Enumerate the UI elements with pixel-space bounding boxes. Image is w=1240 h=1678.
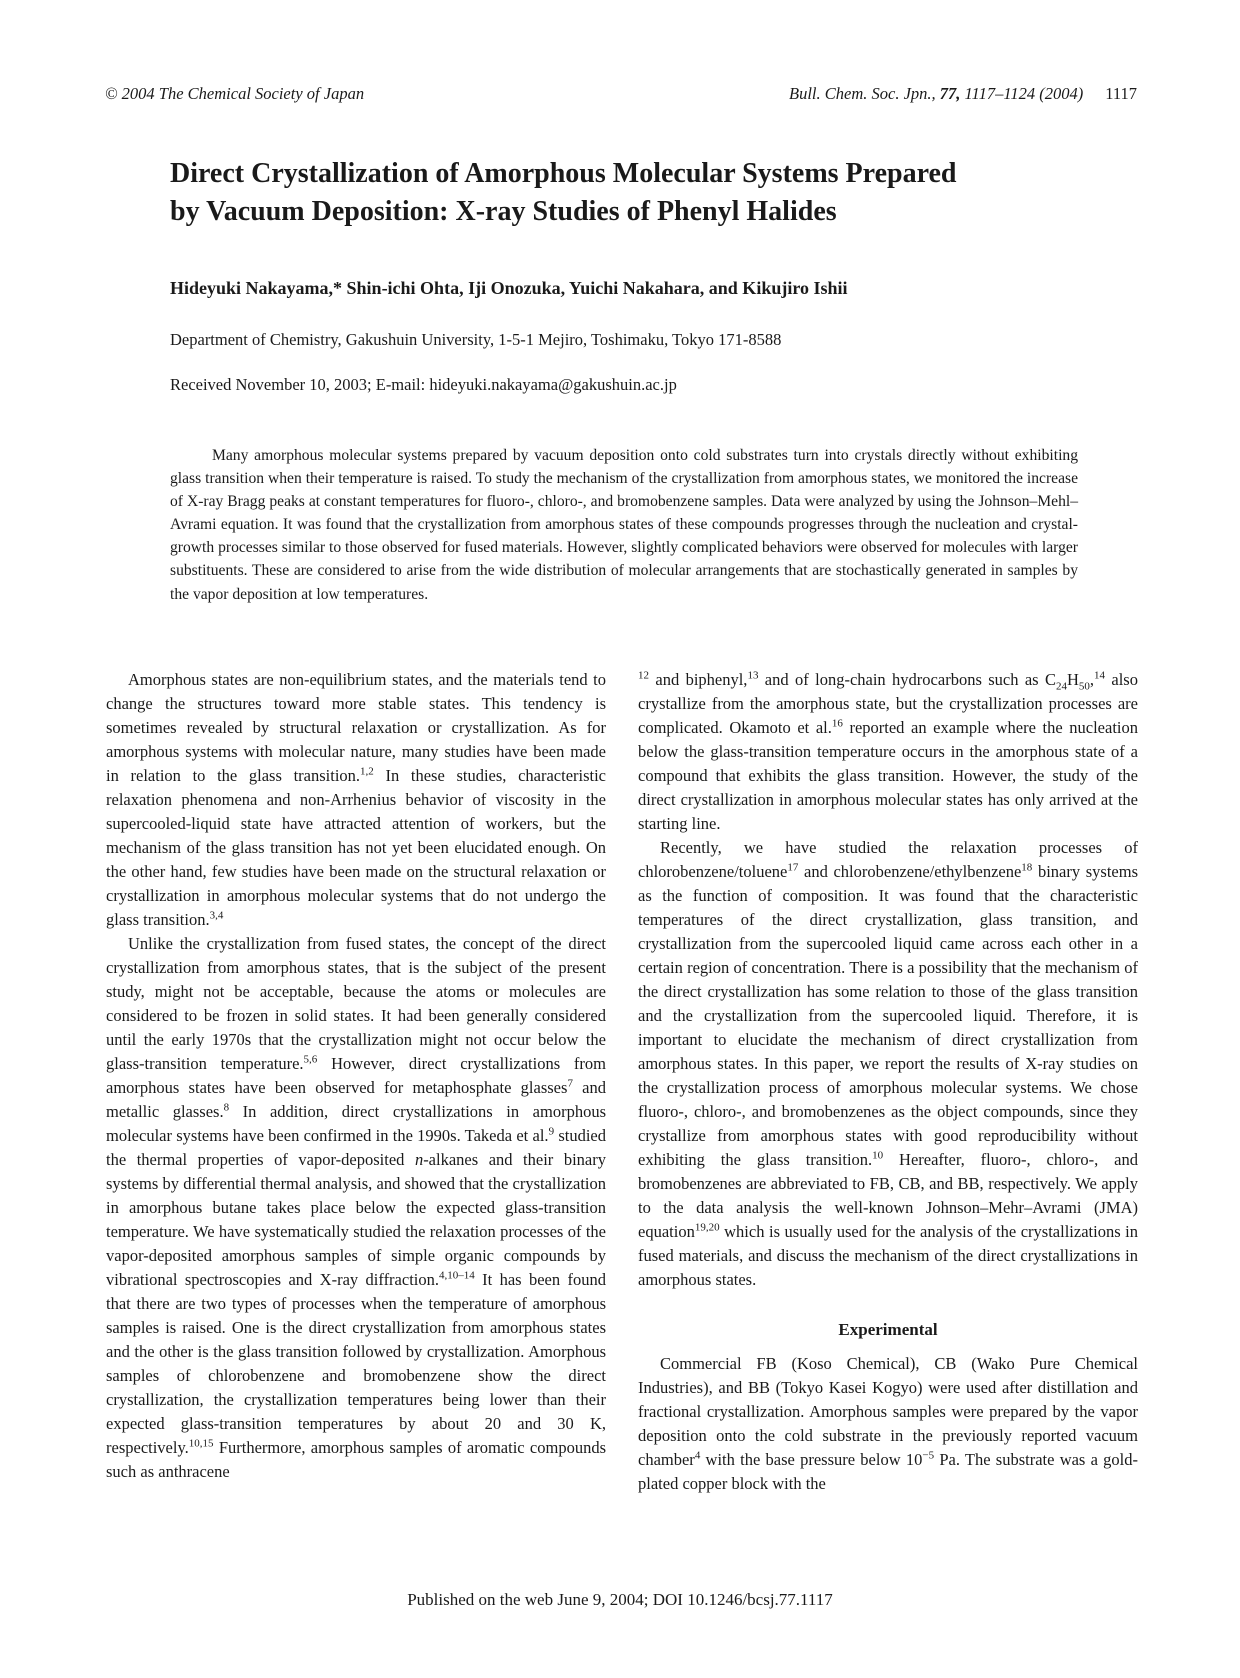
section-heading-experimental: Experimental [838, 1320, 938, 1339]
author-list [170, 278, 848, 299]
journal-name: Bull. Chem. Soc. Jpn., [789, 84, 936, 103]
citation: 4 [694, 1449, 701, 1462]
paragraph-experimental-1: Commercial FB (Koso Chemical), CB (Wako Pure Chemical Industries), and BB (Tokyo Kasei Kogyo) were used after distillation and fractional crystallization. Amorphous samples were prepared by the vapor deposition onto the cold substrate in the previously reported vacuum chamber$^4$ with the base pressure below $10^{-5}$ Pa. The substrate was a gold-plated copper block with the [638, 1354, 1138, 1493]
citation: 4,10–14 [439, 1269, 475, 1282]
citation: 17 [787, 861, 799, 874]
paragraph-intro-2-continued: $^{12}$ and biphenyl,$^{13}$ and of long-chain hydrocarbons such as $C_{24}H_{50},^{14}$ also crystallize from the amorphous state, but the crystallization processes are complicated. Okamoto et al.$^{16}$ reported an example where the nucleation below the glass-transition temperature occurs in the amorphous state of a compound that exhibits the glass transition. However, the study of the direct crystallization in amorphous molecular states has only arrived at the starting line. [638, 669, 1138, 833]
received-line: Received November 10, 2003; E-mail: hideyuki.nakayama@gakushuin.ac.jp [170, 375, 677, 394]
journal-volume: 77, [939, 84, 961, 103]
citation: 10 [872, 1149, 884, 1162]
citation: 5,6 [303, 1053, 318, 1066]
citation: 19,20 [694, 1221, 720, 1234]
citation: 8 [223, 1101, 230, 1114]
exponent: −5 [922, 1449, 935, 1462]
author-first: Hideyuki Nakayama, [170, 278, 334, 298]
subscript: 24 [1055, 680, 1067, 693]
body-column-right [638, 668, 1138, 1496]
page-footer: Published on the web June 9, 2004; DOI 10.1246/bcsj.77.1117 [407, 1590, 833, 1609]
citation: 13 [747, 669, 759, 682]
running-header-copyright: © 2004 The Chemical Society of Japan [105, 84, 365, 103]
citation: 9 [548, 1125, 555, 1138]
citation: 1,2 [360, 765, 374, 778]
citation: 16 [831, 717, 843, 730]
body-column-left [106, 668, 606, 1484]
citation: 10,15 [188, 1437, 214, 1450]
citation: 12 [638, 669, 649, 682]
running-header-citation [789, 84, 1137, 104]
title-line-2: by Vacuum Deposition: X-ray Studies of Phenyl Halides [170, 196, 837, 227]
journal-pages: 1117–1124 (2004) [964, 84, 1084, 103]
paper-title [170, 155, 1070, 231]
title-line-1: Direct Crystallization of Amorphous Molecular Systems Prepared [170, 158, 957, 189]
abstract: Many amorphous molecular systems prepared by vacuum deposition onto cold substrates turn into crystals directly without exhibiting glass transition when their temperature is raised. To study the mechanism of the crystallization from amorphous states, we monitored the increase of X-ray Bragg peaks at constant temperatures for fluoro-, chloro-, and bromobenzene samples. Data were analyzed by using the Johnson–Mehl–Avrami equation. It was found that the crystallization from amorphous states of these compounds progresses through the nucleation and crystal-growth processes similar to those observed for fused materials. However, slightly complicated behaviors were observed for molecules with larger substituents. These are considered to arise from the wide distribution of molecular arrangements that are stochastically generated in samples by the vapor deposition at low temperatures. [170, 447, 1078, 603]
citation: 14 [1094, 669, 1106, 682]
subscript: 50 [1078, 680, 1090, 693]
paragraph-intro-2: Unlike the crystallization from fused states, the concept of the direct crystallization from amorphous states, that is the subject of the present study, might not be acceptable, because the atoms or molecules are considered to be frozen in solid states. It had been generally considered until the early 1970s that the crystallization might not occur below the glass-transition temperature.$^{5,6}$ However, direct crystallizations from amorphous states have been observed for metaphosphate glasses$^7$ and metallic glasses.$^8$ In addition, direct crystallizations in amorphous molecular systems have been confirmed in the 1990s. Takeda et al.$^9$ studied the thermal properties of vapor-deposited n-alkanes and their binary systems by differential thermal analysis, and showed that the crystallization in amorphous butane takes place below the expected glass-transition temperature. We have systematically studied the relaxation processes of the vapor-deposited amorphous samples of simple organic compounds by vibrational spectroscopies and X-ray diffraction.$^{4,10-14}$ It has been found that there are two types of processes when the temperature of amorphous samples is raised. One is the direct crystallization from amorphous states and the other is the glass transition followed by crystallization. Amorphous samples of chlorobenzene and bromobenzene show the direct crystallization, the crystallization temperatures being lower than their expected glass-transition temperatures by about 20 and 30 K, respectively.$^{10,15}$ Furthermore, amorphous samples of aromatic compounds such as anthracene [106, 934, 606, 1481]
citation: 7 [567, 1077, 573, 1090]
page-number: 1117 [1105, 84, 1137, 103]
author-others: Shin-ichi Ohta, Iji Onozuka, Yuichi Nakahara, and Kikujiro Ishii [342, 278, 848, 298]
paragraph-intro-3: Recently, we have studied the relaxation processes of chlorobenzene/toluene$^{17}$ and chlorobenzene/ethylbenzene$^{18}$ binary systems as the function of composition. It was found that the characteristic temperatures of the direct crystallization, glass transition, and crystallization from the supercooled liquid came across each other in a certain region of concentration. There is a possibility that the mechanism of the direct crystallization has some relation to those of the glass transition and the crystallization from the supercooled liquid. Therefore, it is important to elucidate the mechanism of direct crystallization from amorphous states. In this paper, we report the results of X-ray studies on the crystallization process of amorphous molecular systems. We chose fluoro-, chloro-, and bromobenzenes as the object compounds, since they crystallize from amorphous states with good reproducibility without exhibiting the glass transition.$^{10}$ Hereafter, fluoro-, chloro-, and bromobenzenes are abbreviated to FB, CB, and BB, respectively. We apply to the data analysis the well-known Johnson–Mehr–Avrami (JMA) equation$^{19,20}$ which is usually used for the analysis of the crystallizations in fused materials, and discuss the mechanism of the direct crystallizations in amorphous states. [638, 838, 1138, 1289]
corresponding-author-mark: * [333, 278, 343, 298]
paragraph-intro-1: Amorphous states are non-equilibrium states, and the materials tend to change the structures toward more stable states. This tendency is sometimes revealed by structural relaxation or crystallization. As for amorphous systems with molecular nature, many studies have been made in relation to the glass transition.$^{1,2}$ In these studies, characteristic relaxation phenomena and non-Arrhenius behavior of viscosity in the supercooled-liquid state have attracted attention of workers, but the mechanism of the glass transition has not yet been elucidated enough. On the other hand, few studies have been made on the structural relaxation or crystallization in amorphous molecular systems that do not undergo the glass transition.$^{3,4}$ [106, 670, 607, 929]
affiliation: Department of Chemistry, Gakushuin University, 1-5-1 Mejiro, Toshimaku, Tokyo 171-8588 [170, 330, 782, 349]
citation: 18 [1021, 861, 1033, 874]
citation: 3,4 [209, 909, 224, 922]
